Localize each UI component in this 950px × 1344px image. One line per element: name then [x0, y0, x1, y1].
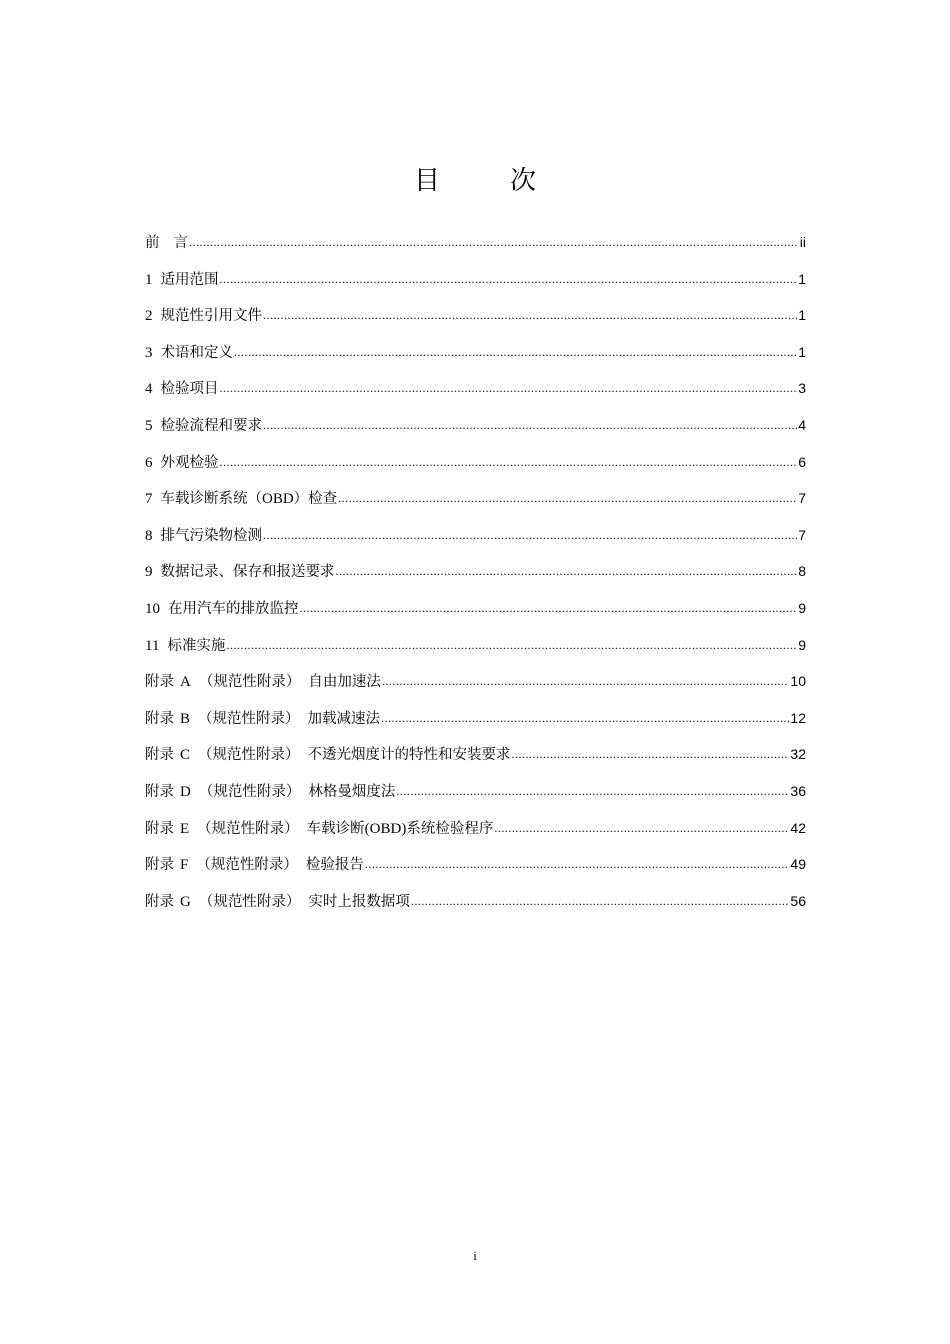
section-title: 规范性引用文件 — [160, 308, 262, 325]
toc-entry-label — [145, 560, 335, 584]
appendix-letter: E — [180, 820, 190, 837]
appendix-title: 车载诊断 — [306, 820, 365, 837]
toc-entry-char: 前 — [145, 235, 160, 251]
toc-entry[interactable] — [145, 596, 806, 633]
appendix-title: 不透光烟度计的特性和安装要求 — [307, 747, 511, 764]
table-of-contents — [145, 230, 806, 925]
dot-leader — [220, 450, 798, 474]
toc-entry-label — [145, 670, 381, 694]
toc-entry-label — [145, 231, 188, 255]
toc-entry-foreword[interactable] — [145, 230, 806, 267]
dot-leader — [263, 523, 797, 547]
section-number: 7 — [145, 491, 153, 508]
toc-entry[interactable] — [145, 450, 806, 487]
toc-entry[interactable] — [145, 413, 806, 450]
toc-entry[interactable] — [145, 559, 806, 596]
toc-entry-label — [145, 780, 395, 804]
section-number: 4 — [145, 381, 153, 398]
appendix-prefix: 附录 — [145, 674, 174, 691]
toc-page-number: 1 — [798, 270, 806, 287]
dot-leader — [336, 559, 798, 583]
toc-entry-appendix[interactable] — [145, 816, 806, 853]
toc-page-number: 7 — [798, 526, 806, 543]
toc-page-number: 10 — [790, 673, 806, 690]
appendix-title: 检验报告 — [305, 857, 364, 874]
toc-page-number: 9 — [798, 636, 806, 653]
appendix-letter: B — [180, 710, 191, 727]
toc-entry[interactable] — [145, 303, 806, 340]
appendix-prefix: 附录 — [145, 710, 174, 727]
dot-leader — [226, 633, 797, 657]
appendix-prefix: 附录 — [145, 783, 174, 800]
dot-leader — [512, 742, 790, 766]
appendix-letter: A — [180, 674, 191, 691]
appendix-kind: （规范性附录） — [197, 820, 299, 837]
appendix-letter: F — [180, 857, 189, 874]
toc-entry-label — [145, 597, 299, 621]
section-title: 在用汽车的排放监控 — [168, 600, 299, 617]
dot-leader — [220, 376, 798, 400]
toc-entry-appendix[interactable] — [145, 889, 806, 926]
section-title-latin: OBD — [262, 491, 294, 508]
toc-entry-appendix[interactable] — [145, 669, 806, 706]
section-number: 8 — [145, 527, 153, 544]
section-title-suffix: ）检查 — [293, 491, 338, 508]
toc-entry[interactable] — [145, 633, 806, 670]
dot-leader — [263, 303, 797, 327]
section-title: 适用范围 — [160, 271, 219, 288]
dot-leader — [494, 816, 789, 840]
appendix-title: 实时上报数据项 — [308, 893, 410, 910]
appendix-letter: G — [180, 893, 191, 910]
toc-entry[interactable] — [145, 376, 806, 413]
dot-leader — [263, 413, 797, 437]
toc-entry-label — [145, 377, 219, 401]
appendix-kind: （规范性附录） — [196, 857, 298, 874]
section-title: 术语和定义 — [160, 344, 233, 361]
appendix-title: 林格曼烟度法 — [308, 783, 396, 800]
section-number: 3 — [145, 344, 153, 361]
footer-page-number: i — [473, 1248, 477, 1263]
appendix-prefix: 附录 — [145, 747, 174, 764]
appendix-kind: （规范性附录） — [198, 674, 301, 691]
toc-entry-label — [145, 414, 262, 438]
appendix-title-latin: (OBD) — [364, 820, 407, 837]
toc-page-number: 8 — [798, 563, 806, 580]
appendix-title: 加载减速法 — [307, 710, 381, 727]
toc-entry-char: 言 — [173, 235, 188, 251]
toc-page-number: 6 — [798, 453, 806, 470]
toc-page-number: 1 — [798, 343, 806, 360]
section-title: 检验项目 — [160, 381, 219, 398]
section-title: 排气污染物检测 — [160, 527, 262, 544]
toc-page-number: ii — [799, 234, 806, 250]
appendix-letter: D — [180, 783, 191, 800]
appendix-prefix: 附录 — [145, 857, 174, 874]
toc-entry-appendix[interactable] — [145, 742, 806, 779]
appendix-kind: （规范性附录） — [198, 893, 301, 910]
appendix-title-suffix: 系统检验程序 — [406, 820, 494, 837]
toc-page-number: 7 — [798, 490, 806, 507]
appendix-kind: （规范性附录） — [198, 747, 300, 764]
toc-page-number: 32 — [790, 746, 806, 763]
appendix-prefix: 附录 — [145, 893, 174, 910]
section-number: 5 — [145, 417, 153, 434]
toc-entry-label — [145, 817, 493, 841]
appendix-title: 自由加速法 — [308, 674, 381, 691]
dot-leader — [234, 340, 797, 364]
toc-entry-appendix[interactable] — [145, 852, 806, 889]
dot-leader — [411, 889, 790, 913]
appendix-letter: C — [180, 747, 191, 764]
section-number: 9 — [145, 564, 153, 581]
toc-entry-label — [145, 304, 262, 328]
toc-page-number: 3 — [798, 380, 806, 397]
toc-entry-label — [145, 268, 219, 292]
toc-entry[interactable] — [145, 486, 806, 523]
toc-page-number: 12 — [790, 709, 806, 726]
section-title: 检验流程和要求 — [160, 417, 262, 434]
section-title: 车载诊断系统（ — [160, 491, 262, 508]
toc-page-number: 36 — [790, 782, 806, 799]
toc-page-number: 49 — [790, 856, 806, 873]
toc-page-number: 56 — [790, 892, 806, 909]
toc-page-number: 9 — [798, 599, 806, 616]
toc-page-number: 1 — [798, 307, 806, 324]
dot-leader — [220, 267, 798, 291]
section-number: 6 — [145, 454, 153, 471]
section-number: 2 — [145, 308, 153, 325]
toc-entry-label — [145, 341, 233, 365]
appendix-kind: （规范性附录） — [198, 710, 300, 727]
dot-leader — [365, 852, 790, 876]
toc-entry-label — [145, 890, 410, 914]
toc-entry-label — [145, 634, 225, 658]
toc-entry-label — [145, 707, 380, 731]
toc-entry-label — [145, 743, 511, 767]
toc-title: 目 次 — [413, 166, 558, 196]
section-number: 11 — [145, 637, 160, 654]
toc-entry-label — [145, 487, 337, 511]
appendix-prefix: 附录 — [145, 820, 174, 837]
section-title: 标准实施 — [167, 637, 226, 654]
toc-entry-appendix[interactable] — [145, 779, 806, 816]
toc-entry[interactable] — [145, 340, 806, 377]
toc-entry[interactable] — [145, 523, 806, 560]
dot-leader — [189, 230, 799, 254]
toc-entry-label — [145, 451, 219, 475]
dot-leader — [381, 706, 789, 730]
dot-leader — [382, 669, 790, 693]
appendix-kind: （规范性附录） — [198, 783, 301, 800]
toc-entry-appendix[interactable] — [145, 706, 806, 743]
toc-page-number: 4 — [798, 416, 806, 433]
section-title: 数据记录、保存和报送要求 — [160, 564, 335, 581]
dot-leader — [396, 779, 789, 803]
section-number: 1 — [145, 271, 153, 288]
section-title: 外观检验 — [160, 454, 219, 471]
dot-leader — [300, 596, 798, 620]
section-number: 10 — [145, 600, 160, 617]
toc-page-number: 42 — [790, 819, 806, 836]
toc-entry-label — [145, 853, 364, 877]
toc-entry[interactable] — [145, 267, 806, 304]
toc-entry-label — [145, 524, 262, 548]
dot-leader — [338, 486, 797, 510]
